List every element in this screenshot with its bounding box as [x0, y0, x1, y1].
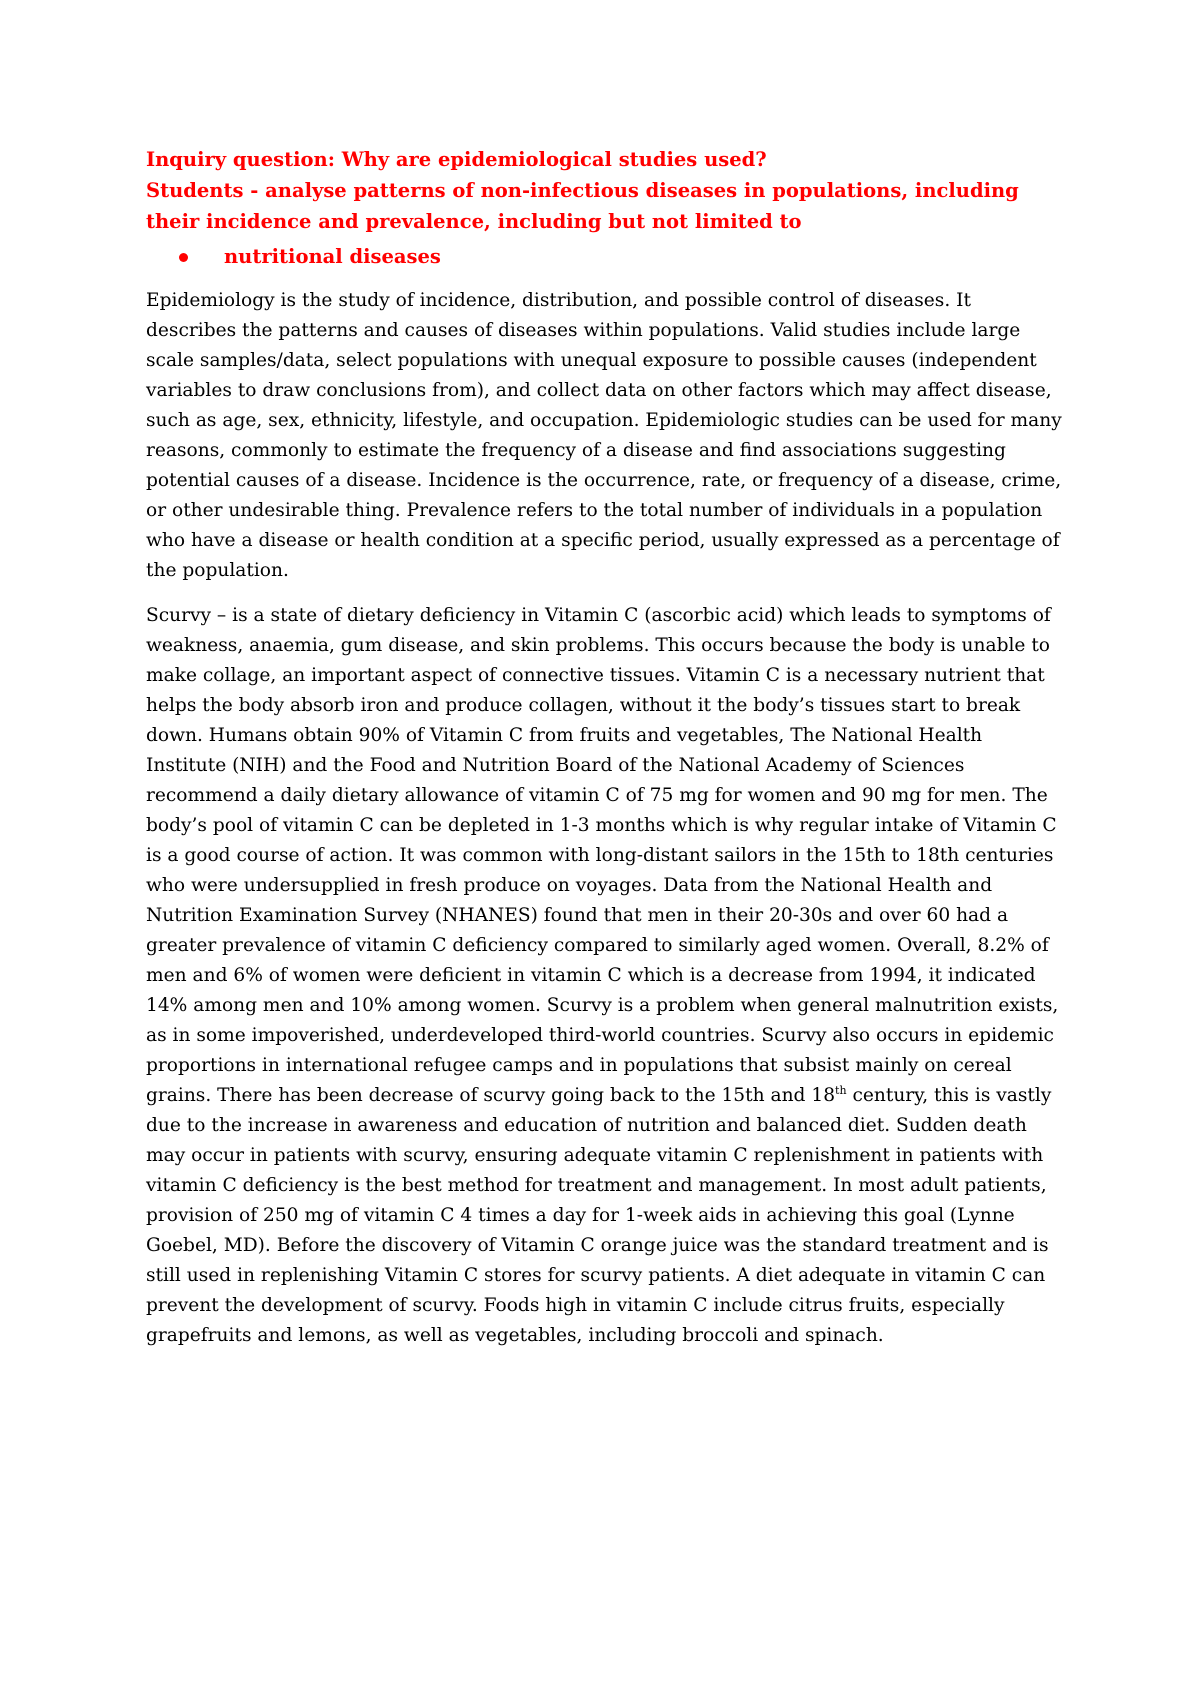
students-outcome-line-2: their incidence and prevalence, including but not limited to	[146, 210, 802, 233]
bullet-item-nutritional-diseases	[146, 241, 1066, 272]
bullet-dot-icon	[179, 253, 188, 262]
scurvy-text-part-1: Scurvy – is a state of dietary deficiency in Vitamin C (ascorbic acid) which leads to symptoms of weakness, anaemia, gum disease, and skin problems. This occurs because the body is unable to make collage, an important aspect of connective tissues. Vitamin C is a necessary nutrient that helps the body absorb iron and produce collagen, without it the body’s tissues start to break down. Humans obtain 90% of Vitamin C from fruits and vegetables, The National Health Institute (NIH) and the Food and Nutrition Board of the National Academy of Sciences recommend a daily dietary allowance of vitamin C of 75 mg for women and 90 mg for men. The body’s pool of vitamin C can be depleted in 1-3 months which is why regular intake of Vitamin C is a good course of action. It was common with long-distant sailors in the 15th to 18th centuries who were undersupplied in fresh produce on voyages. Data from the National Health and Nutrition Examination Survey (NHANES) found that men in their 20-30s and over 60 had a greater prevalence of vitamin C deficiency compared to similarly aged women. Overall, 8.2% of men and 6% of women were deficient in vitamin C which is a decrease from 1994, it indicated 14% among men and 10% among women. Scurvy is a problem when general malnutrition exists, as in some impoverished, underdeveloped third-world countries. Scurvy also occurs in epidemic proportions in international refugee camps and in populations that subsist mainly on cereal grains. There has been decrease of scurvy going back to the 15th and 18	[146, 605, 1059, 1106]
bullet-list	[146, 241, 1066, 272]
document-page	[146, 144, 1066, 1366]
scurvy-text-part-2: century, this is vastly due to the increase in awareness and education of nutrition and balanced diet. Sudden death may occur in patients with scurvy, ensuring adequate vitamin C replenishment in patients with vitamin C deficiency is the best method for treatment and management. In most adult patients, provision of 250 mg of vitamin C 4 times a day for 1-week aids in achieving this goal (Lynne Goebel, MD). Before the discovery of Vitamin C orange juice was the standard treatment and is still used in replenishing Vitamin C stores for scurvy patients. A diet adequate in vitamin C can prevent the development of scurvy. Foods high in vitamin C include citrus fruits, especially grapefruits and lemons, as well as vegetables, including broccoli and spinach.	[146, 1085, 1052, 1346]
heading-block	[146, 144, 1066, 237]
paragraph-scurvy	[146, 601, 1066, 1351]
students-outcome-line-1: Students - analyse patterns of non-infectious diseases in populations, including	[146, 179, 1019, 202]
superscript-th: th	[835, 1083, 847, 1097]
bullet-item-label: nutritional diseases	[224, 245, 441, 268]
inquiry-question: Inquiry question: Why are epidemiological studies used?	[146, 148, 767, 171]
paragraph-epidemiology: Epidemiology is the study of incidence, distribution, and possible control of diseases. It describes the patterns and causes of diseases within populations. Valid studies include large scale samples/data, select populations with unequal exposure to possible causes (independent variables to draw conclusions from), and collect data on other factors which may affect disease, such as age, sex, ethnicity, lifestyle, and occupation. Epidemiologic studies can be used for many reasons, commonly to estimate the frequency of a disease and find associations suggesting potential causes of a disease. Incidence is the occurrence, rate, or frequency of a disease, crime, or other undesirable thing. Prevalence refers to the total number of individuals in a population who have a disease or health condition at a specific period, usually expressed as a percentage of the population.	[146, 290, 1062, 581]
